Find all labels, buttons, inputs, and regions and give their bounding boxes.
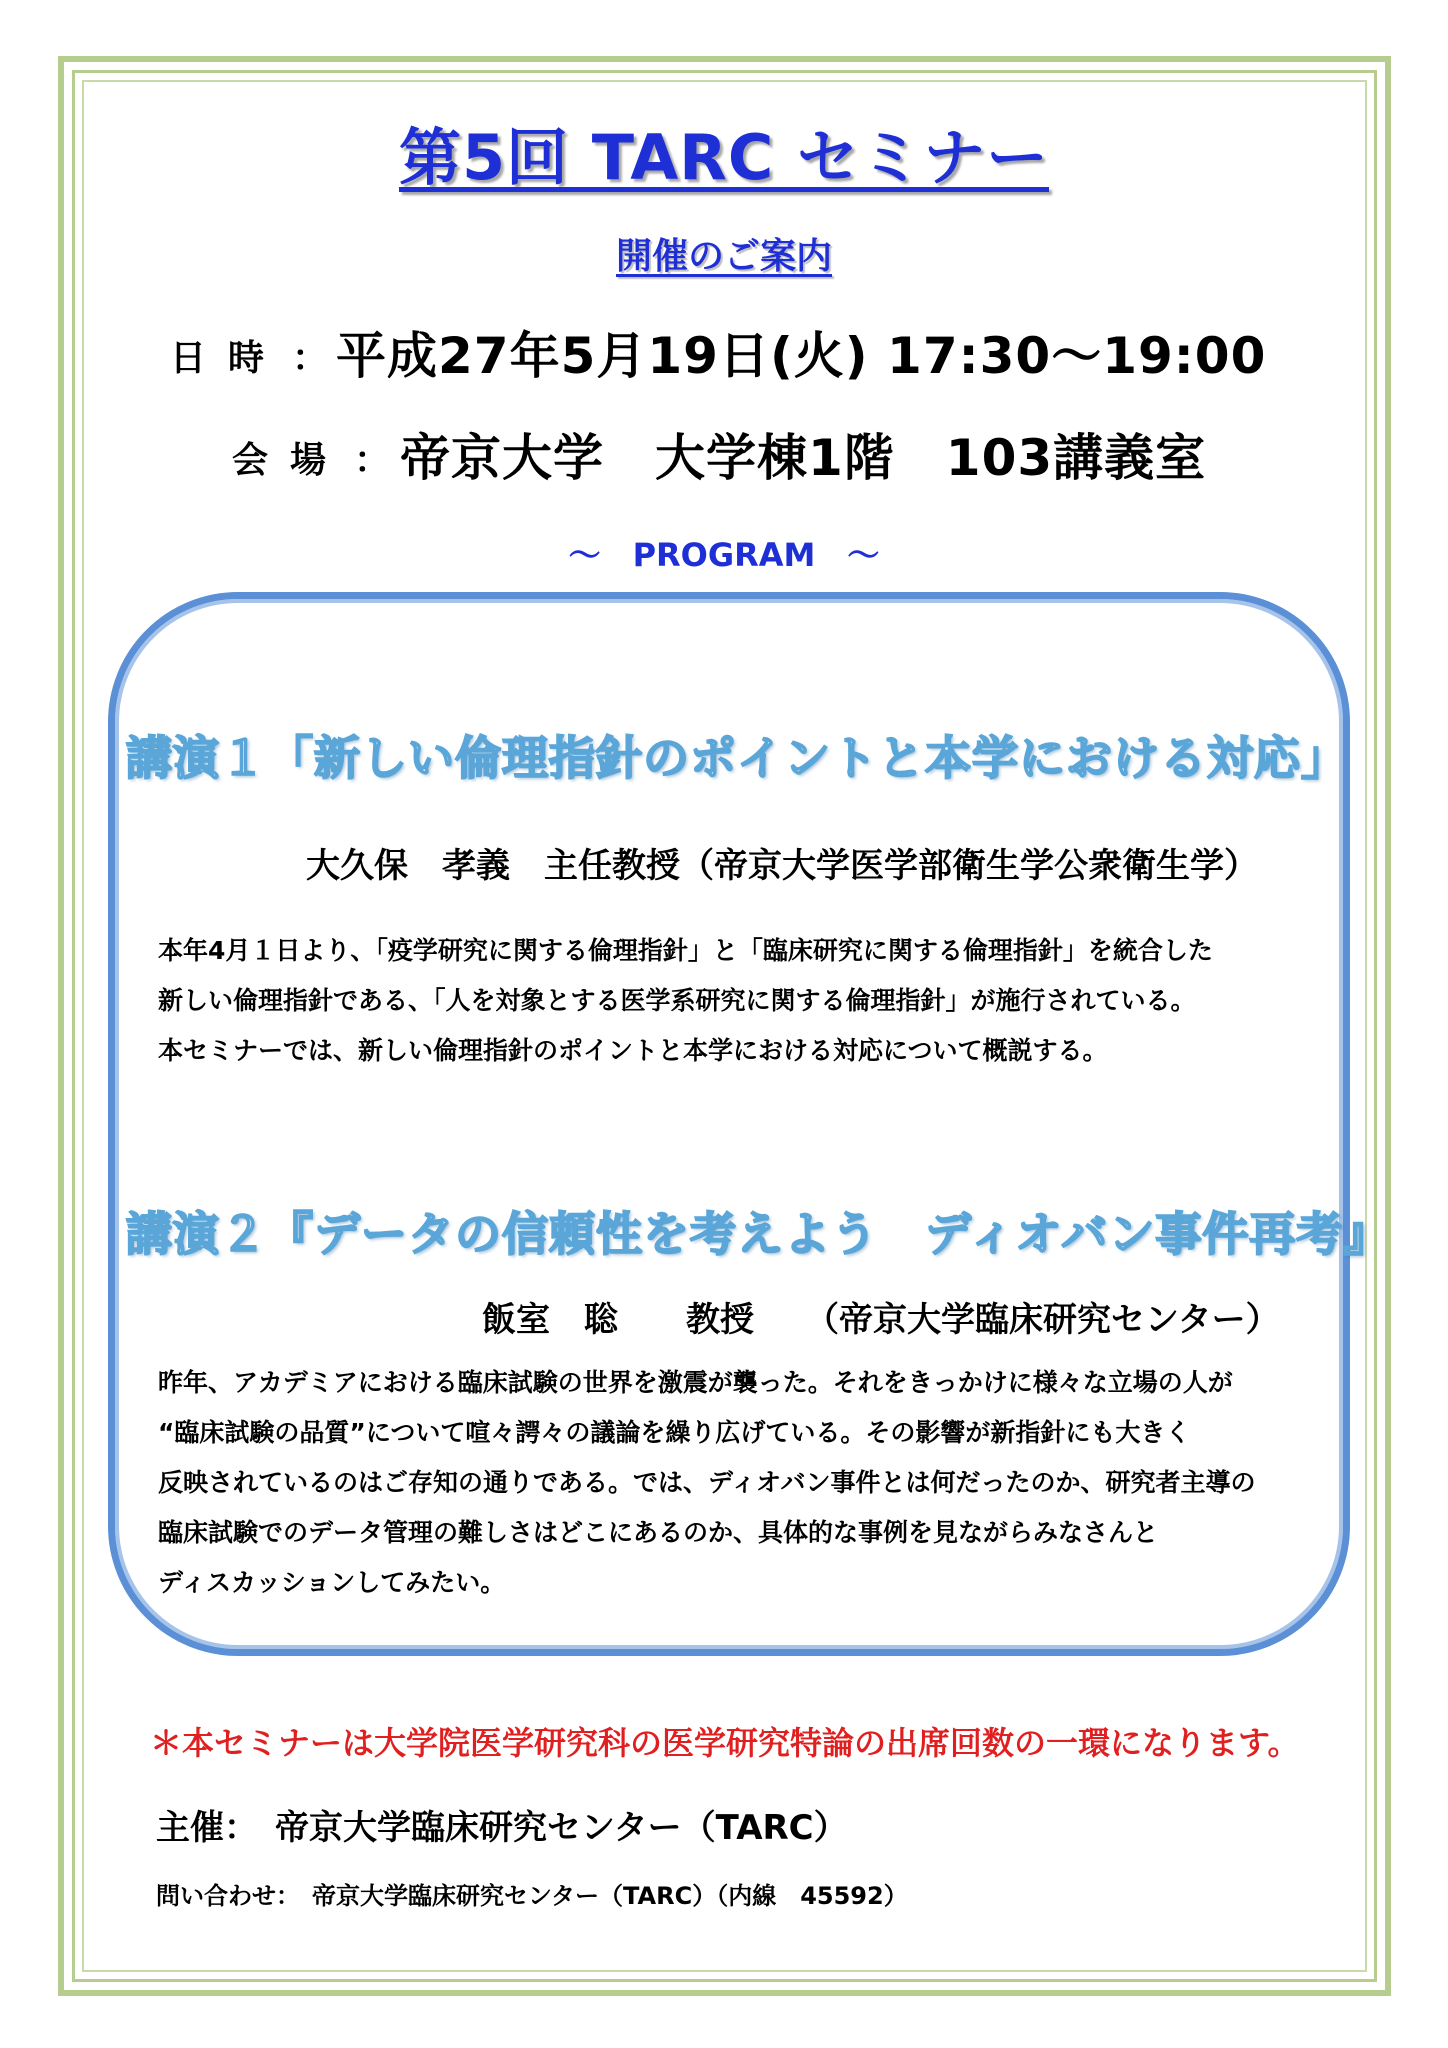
venue-colon: ： [354, 440, 391, 481]
lecture-2-line-4: 臨床試験でのデータ管理の難しさはどこにあるのか、具体的な事例を見ながらみなさんと [158, 1518, 1159, 1547]
lecture-2-line-2: “臨床試験の品質”について喧々諤々の議論を繰り広げている。その影響が新指針にも大きく [158, 1418, 1191, 1447]
lecture-2-speaker: 飯室 聡 教授 （帝京大学臨床研究センター） [482, 1300, 1280, 1340]
lecture-1-title: 講演１「新しい倫理指針のポイントと本学における対応」 [126, 731, 1348, 785]
lecture-1-description [158, 926, 1213, 1076]
lecture-2-line-5: ディスカッションしてみたい。 [158, 1568, 506, 1597]
page-title: 第5回 TARC セミナー [398, 121, 1049, 194]
contact-info: 問い合わせ： 帝京大学臨床研究センター（TARC）（内線 45592） [156, 1882, 908, 1910]
attendance-note: ＊本セミナーは大学院医学研究科の医学研究特論の出席回数の一環になります。 [150, 1724, 1300, 1762]
venue-label: 会場 [232, 440, 349, 481]
program-heading: 〜 PROGRAM 〜 [568, 536, 880, 574]
lecture-2-line-3: 反映されているのはご存知の通りである。では、ディオバン事件とは何だったのか、研究者主導の [158, 1468, 1256, 1497]
datetime-value: 平成27年5月19日(火) 17:30〜19:00 [336, 327, 1267, 385]
lecture-2-line-1: 昨年、アカデミアにおける臨床試験の世界を激震が襲った。それをきっかけに様々な立場の人が [158, 1368, 1233, 1397]
datetime-colon: ： [292, 338, 329, 379]
lecture-2-title: 講演２『データの信頼性を考えよう ディオバン事件再考』 [126, 1207, 1391, 1261]
datetime-label: 日時 [170, 338, 287, 379]
lecture-1-line-3: 本セミナーでは、新しい倫理指針のポイントと本学における対応について概説する。 [158, 1036, 1108, 1065]
lecture-1-line-2: 新しい倫理指針である、「人を対象とする医学系研究に関する倫理指針」が施行されている。 [158, 986, 1196, 1015]
host-info: 主催： 帝京大学臨床研究センター（TARC） [156, 1808, 848, 1848]
lecture-1-speaker: 大久保 孝義 主任教授（帝京大学医学部衛生学公衆衛生学） [306, 846, 1258, 886]
venue-value: 帝京大学 大学棟1階 103講義室 [400, 429, 1207, 487]
lecture-1-line-1: 本年4月１日より、「疫学研究に関する倫理指針」と「臨床研究に関する倫理指針」を統合した [158, 936, 1213, 965]
lecture-2-description [158, 1358, 1256, 1608]
page-subtitle: 開催のご案内 [615, 236, 832, 277]
